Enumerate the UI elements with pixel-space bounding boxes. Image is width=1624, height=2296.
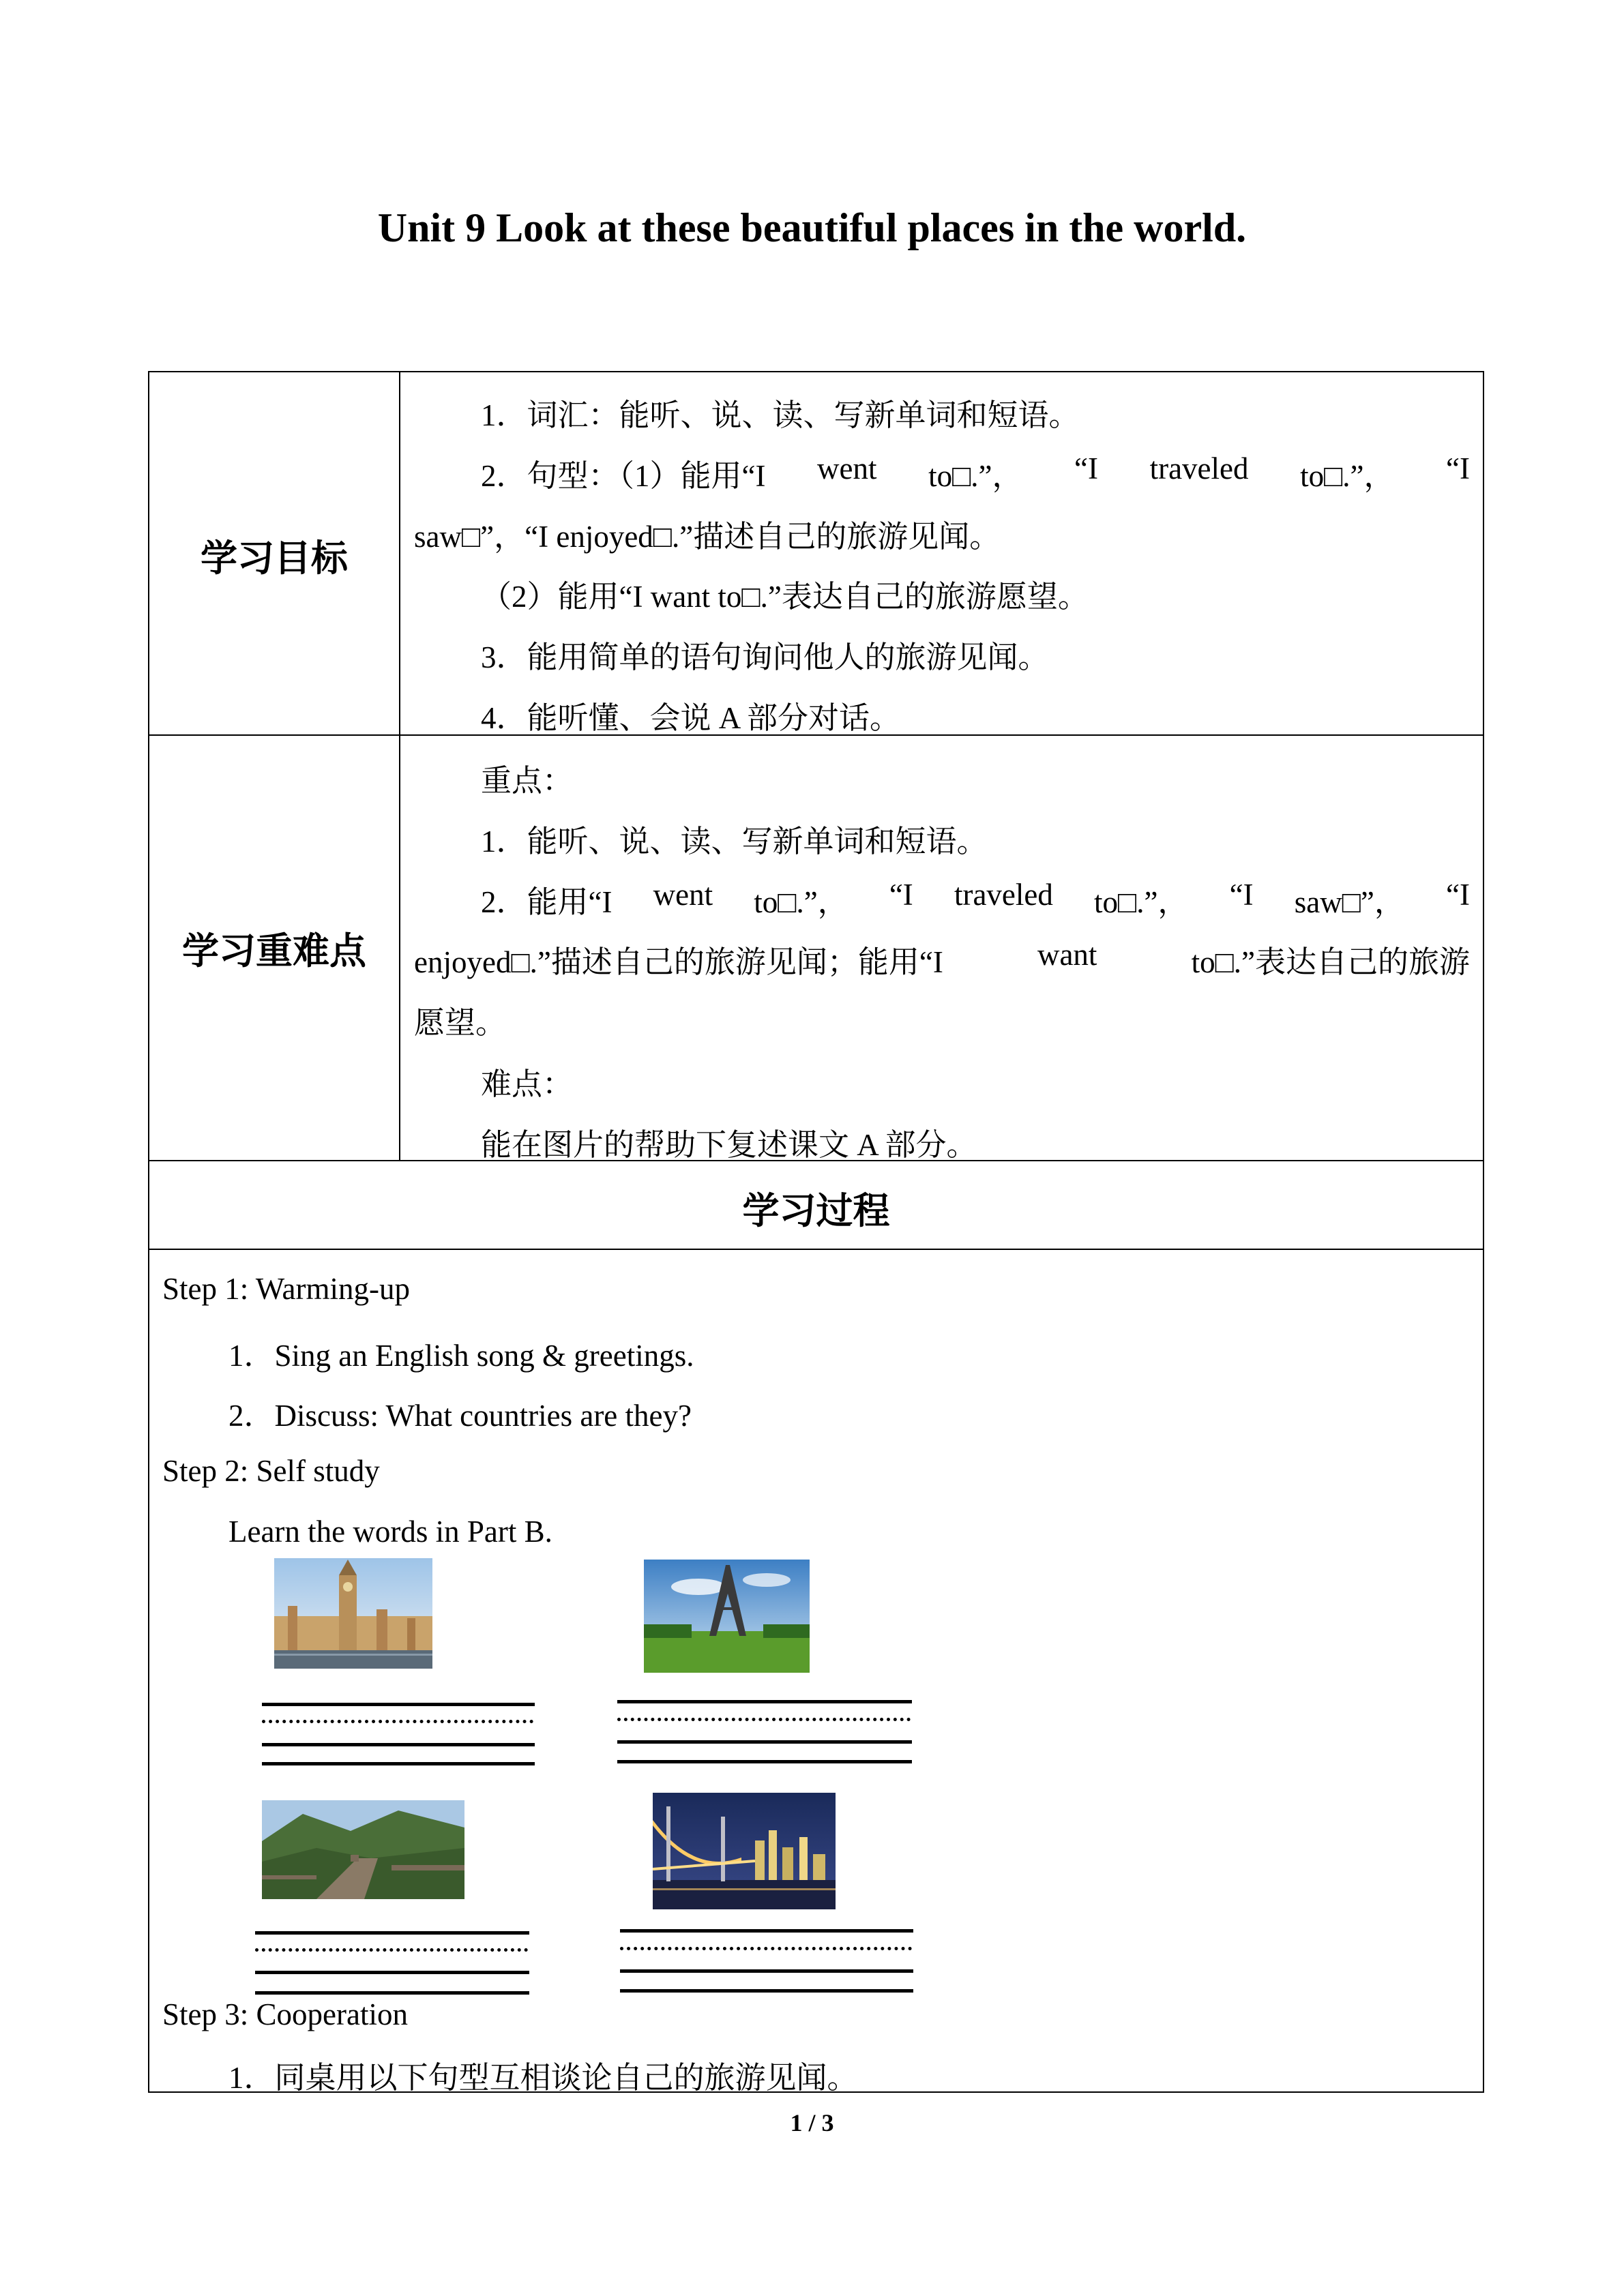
objective-2-word: to□.”， (1300, 459, 1395, 493)
objective-2-word: 2．句型：（1）能用“I (481, 459, 766, 493)
bridge-night-photo (653, 1793, 836, 1909)
page-number: 1 / 3 (790, 2109, 834, 2136)
step-3-heading: Step 3: Cooperation (162, 1997, 408, 2031)
writing-line (620, 1929, 913, 1933)
writing-line (262, 1703, 535, 1706)
objective-3: 3．能用简单的语句询问他人的旅游见闻。 (481, 640, 1049, 674)
key-item-2-word: “I (1229, 878, 1254, 912)
writing-line-dotted (255, 1948, 528, 1952)
objective-1: 1．词汇：能听、说、读、写新单词和短语。 (481, 398, 1080, 432)
writing-line (262, 1762, 535, 1765)
process-body (148, 1249, 1484, 2093)
objective-4: 4．能听懂、会说 A 部分对话。 (481, 701, 901, 735)
writing-line (255, 1971, 529, 1974)
great-wall-photo (262, 1800, 464, 1899)
objective-2-word: to□.”， (928, 459, 1023, 493)
key-item-2-word: 2．能用“I (481, 885, 612, 919)
big-ben-photo (274, 1558, 432, 1669)
key-item-2-word: to□.”， (1094, 885, 1189, 919)
writing-line-dotted (262, 1720, 533, 1723)
key-item-1: 1．能听、说、读、写新单词和短语。 (481, 824, 988, 859)
objective-2-word: went (817, 451, 877, 486)
writing-line-dotted (617, 1718, 911, 1721)
key-item-2-word: to□.”， (754, 885, 848, 919)
key-item-2-word: traveled (954, 878, 1053, 912)
writing-line (617, 1700, 912, 1703)
step-1-item: 1．Sing an English song & greetings. (228, 1339, 694, 1373)
writing-line (620, 1969, 913, 1973)
writing-line (262, 1743, 535, 1746)
step-2-heading: Step 2: Self study (162, 1454, 380, 1488)
key-item-2 (481, 877, 1470, 921)
difficult-text: 能在图片的帮助下复述课文 A 部分。 (481, 1128, 977, 1162)
key-item-2-cont-word: enjoyed□.”描述自己的旅游见闻；能用“I (414, 945, 943, 979)
objective-2-cont: saw□”，“I enjoyed□.”描述自己的旅游见闻。 (414, 520, 1001, 554)
eiffel-tower-photo (644, 1560, 810, 1673)
key-item-2-end: 愿望。 (414, 1006, 507, 1040)
key-heading: 重点： (481, 764, 574, 798)
key-item-2-word: saw□”， (1294, 885, 1405, 919)
keypoints-label: 学习重难点 (182, 929, 366, 972)
column-divider (399, 734, 400, 1161)
step-2-text: Learn the words in Part B. (228, 1515, 552, 1549)
step-3-item: 1．同桌用以下句型互相谈论自己的旅游见闻。 (228, 2061, 858, 2095)
key-item-2-word: went (653, 878, 713, 912)
key-item-2-cont-word: to□.”表达自己的旅游 (1191, 945, 1470, 979)
objective-2-word: “I (1446, 451, 1470, 486)
objectives-label: 学习目标 (201, 537, 348, 580)
writing-line (617, 1740, 912, 1744)
writing-line (255, 1991, 529, 1995)
key-item-2-cont (414, 937, 1470, 981)
writing-line (255, 1931, 529, 1935)
column-divider (399, 371, 400, 736)
key-item-2-word: “I (889, 878, 913, 912)
writing-line (617, 1760, 912, 1763)
key-item-2-cont-word: want (1037, 938, 1097, 972)
step-1-heading: Step 1: Warming-up (162, 1272, 411, 1306)
objective-2-word: traveled (1149, 451, 1249, 486)
objective-2b: （2）能用“I want to□.”表达自己的旅游愿望。 (481, 580, 1089, 614)
difficult-heading: 难点： (481, 1067, 574, 1101)
page-title: Unit 9 Look at these beautiful places in the world. (377, 205, 1247, 250)
writing-line-dotted (620, 1947, 912, 1950)
objective-2 (481, 451, 1470, 495)
objective-2-word: “I (1074, 451, 1099, 486)
writing-line (620, 1989, 913, 1993)
key-item-2-word: “I (1446, 878, 1470, 912)
step-1-item: 2．Discuss: What countries are they? (228, 1399, 692, 1433)
process-header: 学习过程 (742, 1189, 890, 1232)
